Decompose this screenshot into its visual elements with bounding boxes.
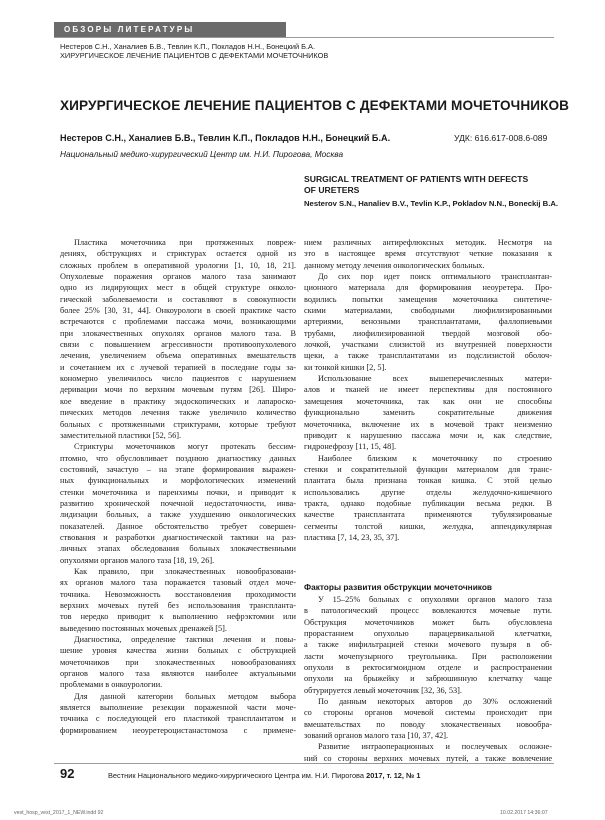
text-line: кономерно увеличилось число пациентов с нарушением bbox=[60, 374, 296, 384]
text-line: гической заболеваемости и составляют в совокупности bbox=[60, 294, 296, 304]
text-line: пластика [7, 14, 23, 35, 37]. bbox=[304, 532, 400, 542]
text-line: кое введение в практику эндоскопических и лапароско- bbox=[60, 396, 296, 406]
text-line: плантата была признана тонкая кишка. С этой целью bbox=[304, 476, 552, 486]
text-line: органов малого таза являются наиболее актуальными bbox=[60, 669, 296, 679]
text-line: сложных проблем в оперативной урологии [1, 10, 18, 21]. bbox=[60, 260, 296, 270]
text-line: сегменты толстой кишки, желудка, аппендикулярная bbox=[304, 521, 552, 531]
text-line: личных этапах обследования больных злокачественными bbox=[60, 544, 296, 554]
text-line: лидизации больных, а также ухудшению онкологических bbox=[60, 510, 296, 520]
text-line: а также инфильтрацией стенки мочевого пузыря в об- bbox=[304, 640, 552, 650]
body-column-left bbox=[60, 237, 296, 736]
text-line: приводит к нарушению пассажа мочи и, как следствие, bbox=[304, 430, 552, 440]
text-line: точника. Невозможность восстановления проходимости bbox=[60, 589, 296, 599]
journal-name: Вестник Национального медико-хирургического Центра им. Н.И. Пирогова bbox=[108, 771, 365, 780]
text-line: Опухолевые поражения органов малого таза занимают bbox=[60, 272, 296, 282]
text-line: Как правило, при злокачественных новообразовани- bbox=[74, 566, 296, 576]
text-line: зований органов малого таза [10, 37, 42]. bbox=[304, 731, 449, 741]
text-line: точника с последующей его пластикой трансплантатом и bbox=[60, 714, 296, 724]
text-line: состояний, зачастую – на этапе формирования выражен- bbox=[60, 464, 296, 474]
text-line: пических методов лечения также увеличило количество bbox=[60, 408, 296, 418]
text-line: замещения мочеточника, так как они не способны bbox=[304, 396, 552, 406]
text-line: стенки мочеточника и паренхимы почки, и приводит к bbox=[60, 487, 296, 497]
affiliation: Национальный медико-хирургический Центр им. Н.И. Пирогова, Москва bbox=[60, 149, 344, 159]
footer-divider bbox=[54, 763, 554, 764]
text-line: щеки, а также трансплантатами из подслизистой оболоч- bbox=[304, 351, 552, 361]
text-line: Диагностика, определение тактики лечения и повы- bbox=[74, 635, 296, 645]
text-line: трубами, лиофилизированной твердой мозговой обо- bbox=[304, 328, 552, 338]
body-column-right-top bbox=[304, 237, 552, 543]
journal-citation bbox=[108, 771, 420, 780]
text-line: стенки и сократительной функции материалом для транс- bbox=[304, 464, 552, 474]
text-line: дениях, обструкциях и стриктурах остается одной из bbox=[60, 249, 296, 259]
section-subheading: Факторы развития обструкции мочеточников bbox=[304, 582, 493, 592]
text-line: Для данной категории больных методом выбора bbox=[74, 691, 296, 701]
text-line: Обструкция мочеточников может быть обусловлена bbox=[304, 617, 552, 627]
print-slug-file: vest_hosp_vest_2017_1_NEW.indd 92 bbox=[14, 810, 104, 816]
text-line: связи с повышением агрессивности противоопухолевого bbox=[60, 340, 296, 350]
text-line: Пластика мочеточника при протяженных повреж- bbox=[74, 238, 296, 247]
section-label: ОБЗОРЫ ЛИТЕРАТУРЫ bbox=[54, 22, 286, 37]
body-column-right-bottom bbox=[304, 594, 552, 764]
text-line: ласти мочепузырного треугольника. При расположении bbox=[304, 651, 552, 661]
text-line: Развитие интраоперационных и послеучевых осложне- bbox=[318, 742, 552, 752]
text-line: алов и тканей не имеет перспективы для постоянного bbox=[304, 385, 552, 395]
text-line: встречаются с проблемами пассажа мочи, возникающими bbox=[60, 317, 296, 327]
text-line: Наиболее близким к мочеточнику по строению bbox=[318, 453, 552, 463]
text-line: водились попытки замещения мочеточника синтетиче- bbox=[304, 294, 552, 304]
text-line: заместительной пластики [52, 56]. bbox=[60, 430, 182, 440]
text-line: показателей. Данное обстоятельство требует совершен- bbox=[60, 521, 296, 531]
text-line: является выполнение резекции пораженной части моче- bbox=[60, 703, 296, 713]
udc-code: УДК: 616.617-008.6-089 bbox=[454, 133, 548, 143]
text-line: Стриктуры мочеточников могут протекать бессим- bbox=[74, 442, 296, 452]
text-line: верхних мочевых путей без использования транспланта- bbox=[60, 601, 296, 610]
text-line: лечения, увеличением объема оперативных вмешательств bbox=[60, 351, 296, 361]
journal-issue: 2017, т. 12, № 1 bbox=[366, 771, 421, 780]
text-line: ных функциональных и морфологических изменений bbox=[60, 476, 296, 486]
text-line: скими материалами, свободными лиофилизированными bbox=[304, 306, 552, 316]
text-line: ки тонкой кишки [2, 5]. bbox=[304, 362, 387, 372]
text-line: одно из лидирующих мест в общей структуре онколо- bbox=[60, 283, 296, 293]
english-authors: Nesterov S.N., Hanaliev B.V., Tevlin K.P., Pokladov N.N., Boneckij B.A. bbox=[304, 199, 559, 208]
text-line: обтурируется левый мочеточник [32, 36, 53]. bbox=[304, 685, 462, 695]
text-line: это в настоящее время отсутствуют четкие показания к bbox=[304, 249, 552, 259]
page-number: 92 bbox=[60, 766, 75, 781]
text-line: ний со стороны верхних мочевых путей, а также вовлечение bbox=[304, 753, 552, 763]
text-line: опухолями органов малого таза [18, 19, 26]. bbox=[60, 555, 215, 565]
text-line: опухоли в ректосигмоидном отделе и распространении bbox=[304, 663, 552, 673]
text-line: тракта, однако подобные публикации весьма редки. В bbox=[304, 498, 552, 508]
text-line: У 15–25% больных с опухолями органов малого таза bbox=[318, 595, 552, 604]
text-line: ях органов малого таза поражается тазовый отдел моче- bbox=[60, 578, 296, 588]
text-line: проблемами в онкоурологии. bbox=[60, 680, 163, 690]
text-line: в патологический процесс вовлекаются мочевые пути. bbox=[304, 606, 552, 616]
english-title-line: SURGICAL TREATMENT OF PATIENTS WITH DEFECTS bbox=[304, 174, 529, 184]
text-line: качестве трансплантата применяются тубулязированые bbox=[304, 510, 552, 520]
article-title: ХИРУРГИЧЕСКОЕ ЛЕЧЕНИЕ ПАЦИЕНТОВ С ДЕФЕКТАМИ МОЧЕТОЧНИКОВ bbox=[60, 98, 570, 113]
text-line: птомно, что обусловливает позднюю диагностику данных bbox=[60, 453, 296, 463]
article-authors: Нестеров С.Н., Ханалиев Б.В., Тевлин К.П., Покладов Н.Н., Бонецкий Б.А. bbox=[60, 133, 391, 143]
text-line: По данным некоторых авторов до 30% осложнений bbox=[318, 697, 552, 707]
text-line: со стороны органов мочевой системы происходит при bbox=[304, 708, 552, 718]
text-line: более 25% [30, 31, 44]. Онкоурологи в своей практике часто bbox=[60, 306, 296, 316]
header-divider bbox=[54, 37, 554, 38]
text-line: мочеточников при злокачественных новообразованиях bbox=[60, 657, 296, 667]
text-line: нием различных антирефлюксных методик. Несмотря на bbox=[304, 238, 552, 247]
text-line: при злокачественных опухолях органов малого таза. В bbox=[60, 328, 296, 338]
text-line: выведению постоянных мочевых дренажей [5]. bbox=[60, 623, 227, 633]
text-line: тов нередко приводит к выполнению нефрэктомии или bbox=[60, 612, 296, 622]
text-line: больных с протяженными стриктурами, которые требуют bbox=[60, 419, 296, 429]
text-line: данному методу лечения онкологических больных. bbox=[304, 260, 485, 270]
text-line: шение уровня качества жизни больных с обструкцией bbox=[60, 646, 296, 656]
english-title-line: OF URETERS bbox=[304, 185, 360, 195]
text-line: гидронефрозу [11, 15, 48]. bbox=[304, 442, 397, 452]
text-line: деривации мочи по верхним мочевым путям [26]. Широ- bbox=[60, 385, 296, 395]
text-line: развитию хронической почечной недостаточности, инва- bbox=[60, 498, 296, 508]
text-line: ствования и разработки диагностической тактики на раз- bbox=[60, 532, 296, 542]
running-title: ХИРУРГИЧЕСКОЕ ЛЕЧЕНИЕ ПАЦИЕНТОВ С ДЕФЕКТАМИ МОЧЕТОЧНИКОВ bbox=[60, 51, 329, 60]
english-title bbox=[304, 174, 554, 196]
text-line: прорастанием опухолью парацервикальной клетчатки, bbox=[304, 629, 552, 639]
text-line: функционально заменить сократительные движения bbox=[304, 408, 552, 418]
text-line: использовались другие отделы желудочно-кишечного bbox=[304, 487, 552, 497]
text-line: опухоли на брыжейку и забрюшинную клетчатку чаще bbox=[304, 674, 552, 684]
running-authors: Нестеров С.Н., Ханалиев Б.В., Тевлин К.П., Покладов Н.Н., Бонецкий Б.А. bbox=[60, 42, 316, 51]
print-slug-date: 10.02.2017 14:36:07 bbox=[500, 810, 548, 816]
text-line: До сих пор идет поиск оптимального трансплантан- bbox=[318, 272, 552, 282]
text-line: Использование всех вышеперечисленных матери- bbox=[318, 374, 552, 384]
text-line: и сочетанием их с лучевой терапией в последние годы за- bbox=[60, 362, 296, 372]
text-line: формированием неоуретероцистанастомоза с примене- bbox=[60, 725, 296, 735]
text-line: ционного материала для формирования неоуретера. Про- bbox=[304, 283, 552, 293]
text-line: мочеточника, включение их в мочевой тракт неизменно bbox=[304, 419, 552, 429]
text-line: артериями, венозными трансплантатами, фаллопиевыми bbox=[304, 317, 552, 327]
text-line: лочкой, участками слизистой из внутренней поверхности bbox=[304, 340, 552, 350]
text-line: вмешательствах по поводу злокачественных новообра- bbox=[304, 719, 552, 729]
